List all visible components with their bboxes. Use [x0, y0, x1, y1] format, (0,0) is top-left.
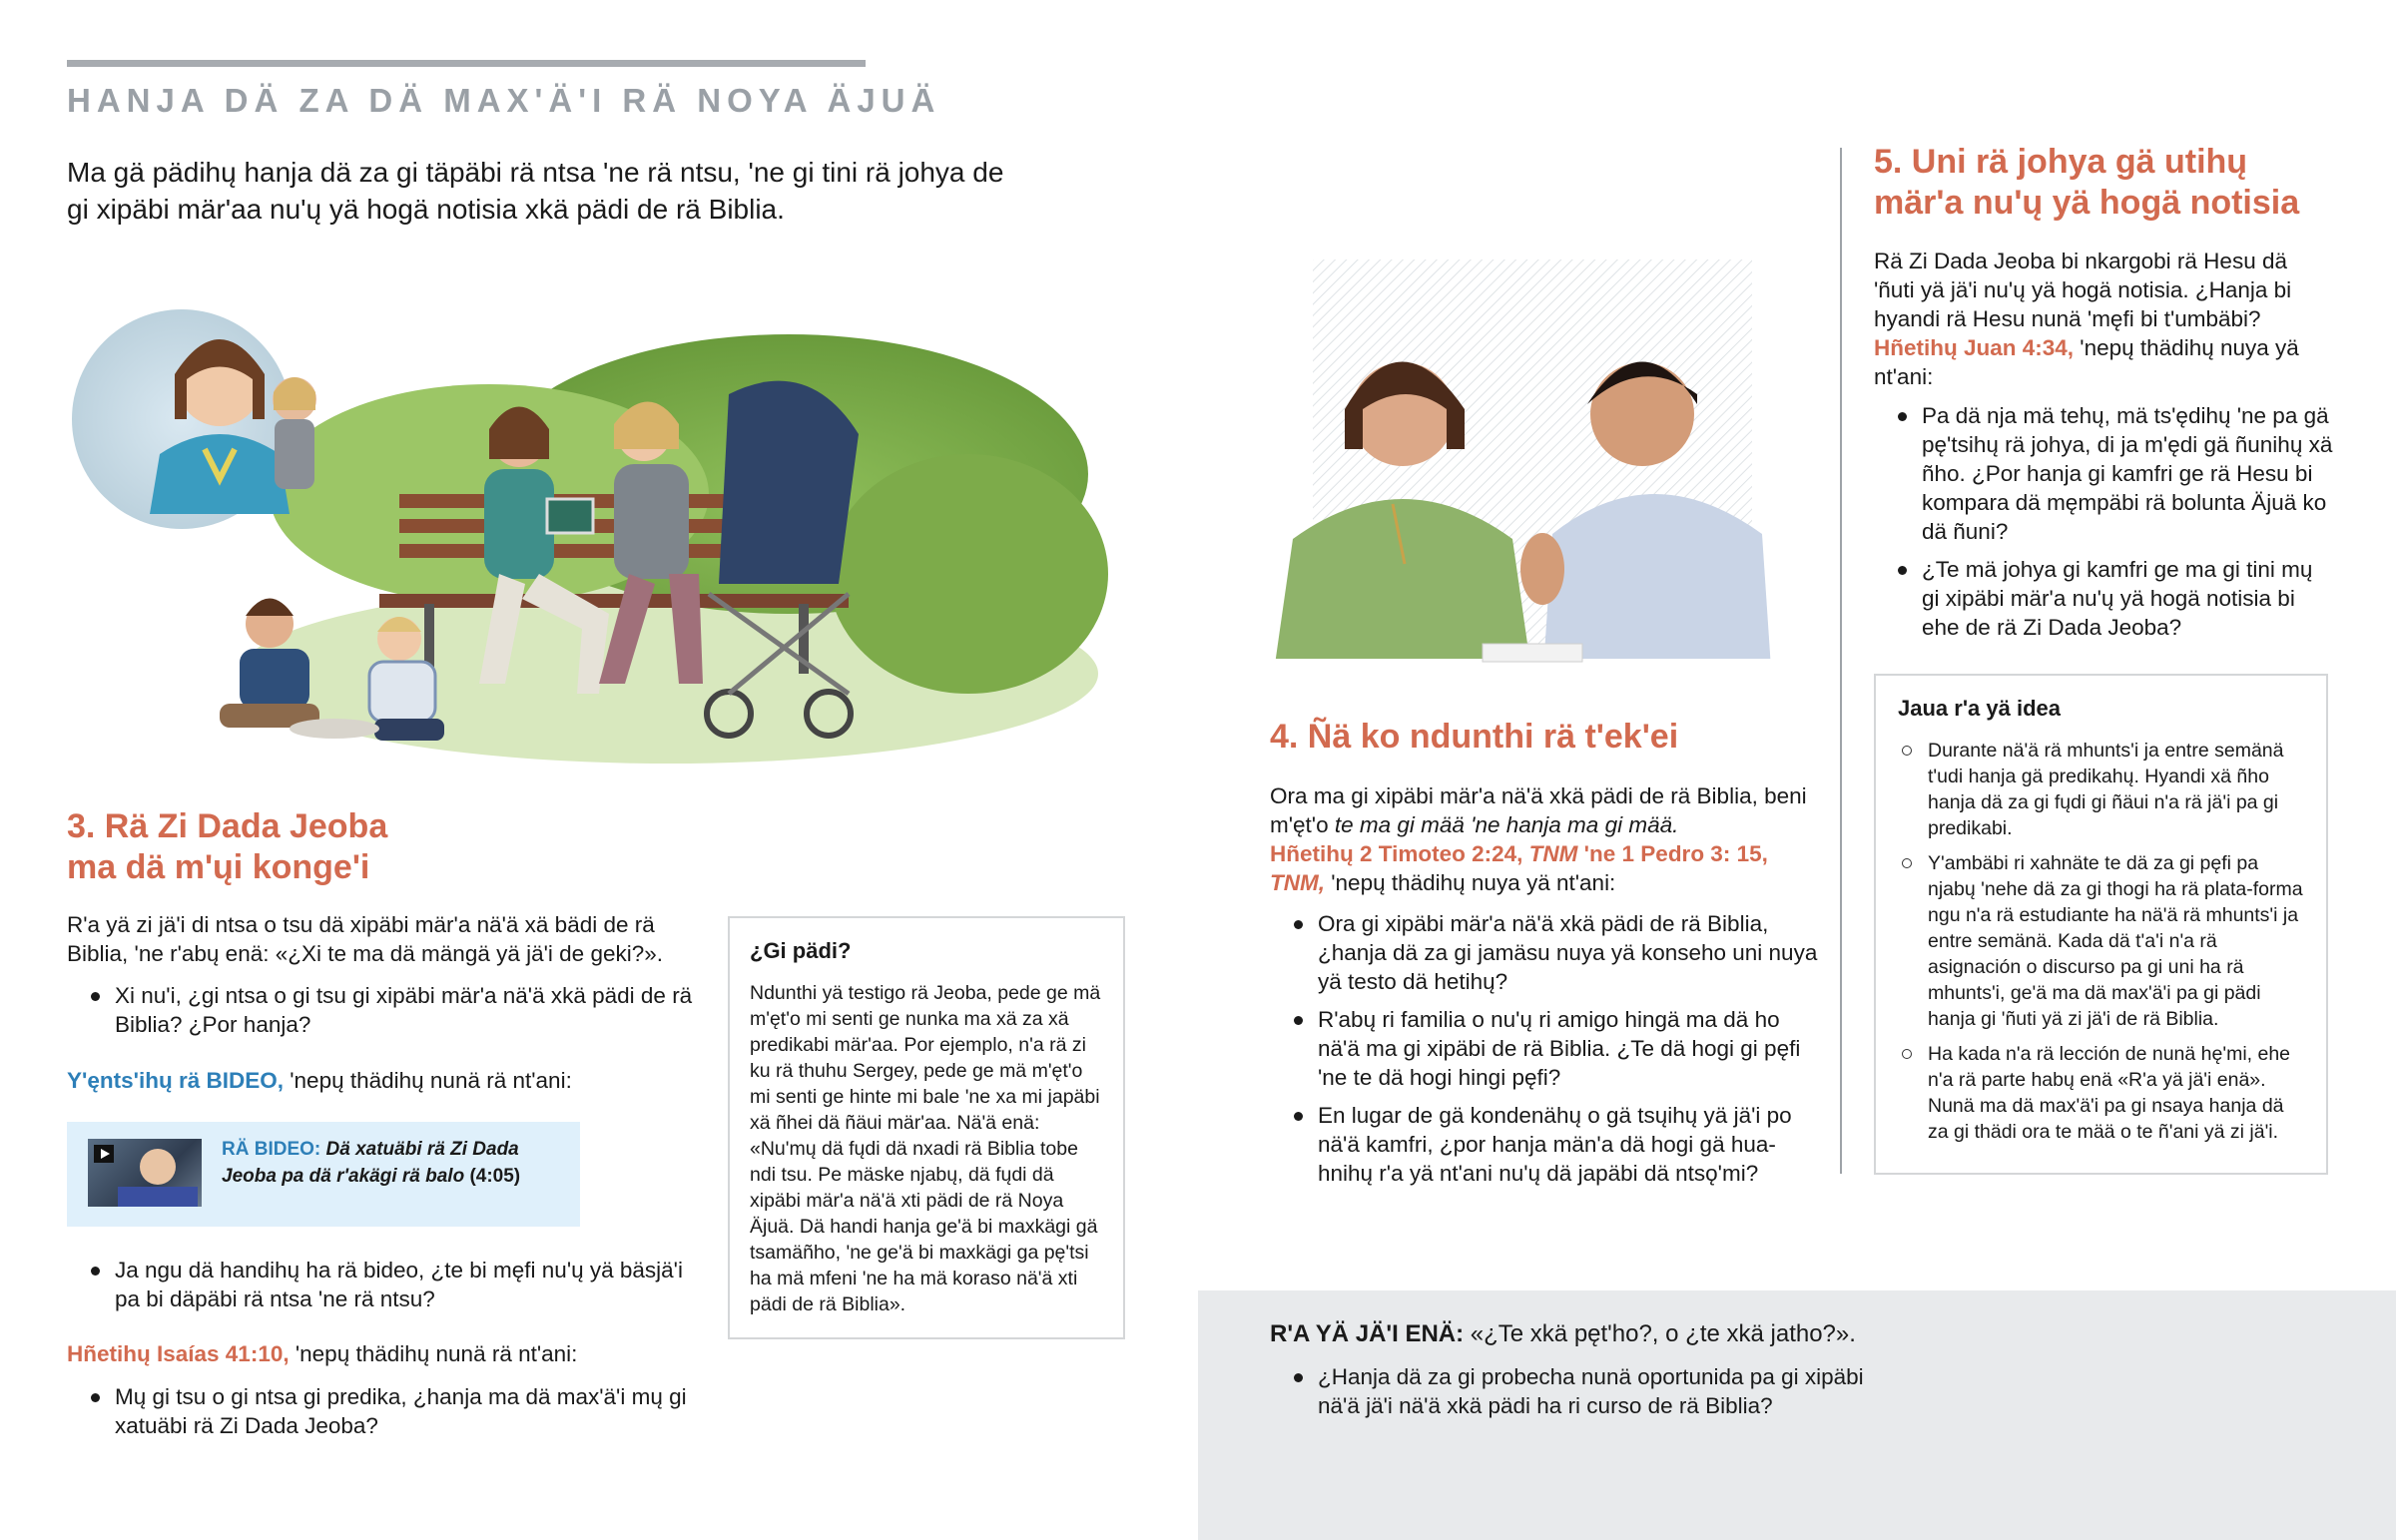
- scripture-link-isaias[interactable]: Hñetihų Isaías 41:10,: [67, 1341, 290, 1366]
- section-3-list-3: [67, 1382, 706, 1440]
- scripture-instruction-rest: 'nepų thädihų nuya yä nt'ani:: [1325, 870, 1616, 895]
- video-caption: [222, 1136, 561, 1190]
- list-item: Durante nä'ä rä mhunts'i ja entre semänä t'udi hanja gä predikahų. Hyandi xä ñho hanja dä za gi fųdi gi ñäui n'a rä jä'i pa gi predikabi.: [1898, 738, 2304, 841]
- video-thumbnail[interactable]: [88, 1139, 202, 1207]
- scripture-link-juan[interactable]: Hñetihų Juan 4:34,: [1874, 335, 2075, 360]
- section-4-heading: 4. Ñä ko ndunthi rä t'ek'ei: [1270, 718, 1679, 756]
- video-duration: (4:05): [469, 1166, 521, 1187]
- list-item: Ora gi xipäbi mär'a nä'ä xkä pädi de rä Biblia, ¿hanja dä za gi jamäsu nuya yä konseho uni nuya yä testo dä hetihų?: [1270, 909, 1819, 996]
- video-title[interactable]: Dä xatuäbi rä Zi Dada Jeoba pa dä r'akägi rä balo: [222, 1139, 519, 1187]
- section-4-list: [1270, 909, 1819, 1188]
- list-item: Ja ngu dä handihų ha rä bideo, ¿te bi męfi nu'ų yä bäsjä'i pa bi däpäbi rä ntsa 'ne rä ntsu?: [67, 1256, 706, 1313]
- list-item: Pa dä nja mä tehų, mä ts'ędihų 'ne pa gä pę'tsihų rä johya, di ja m'ędi gä ñunihų xä ñho. ¿Por hanja gi kamfri ge rä Hesu bi kompara dä męmpäbi rä bolunta Äjuä ko dä ñuni?: [1874, 401, 2333, 546]
- tnm-label-2: TNM,: [1270, 870, 1325, 895]
- page-kicker: HANJA DÄ ZA DÄ MAX'Ä'I RÄ NOYA ÄJUÄ: [67, 82, 941, 119]
- people-say-label: R'A YÄ JÄ'I ENÄ:: [1270, 1320, 1465, 1347]
- list-item: Xi nu'i, ¿gi ntsa o gi tsu gi xipäbi mär'a nä'ä xkä pädi de rä Biblia? ¿Por hanja?: [67, 981, 706, 1039]
- section-5-list: [1874, 401, 2333, 642]
- did-you-know-title: ¿Gi pädi?: [750, 938, 852, 963]
- intro-text: Ma gä pädihų hanja dä za gi täpäbi rä ntsa 'ne rä ntsu, 'ne gi tini rä johya de gi xipäbi mär'aa nu'ų yä hogä notisia xkä pädi de rä Biblia.: [67, 157, 1004, 225]
- list-item: Ha kada n'a rä lección de nunä hę'mi, ehe n'a rä parte habų enä «R'a yä jä'i enä». Nunä ma dä max'ä'i pa gi nsaya hanja dä za gi thädi ora te mää o te ñ'ani yä zi jä'i.: [1898, 1041, 2304, 1145]
- section-3-heading-line2: ma dä m'ųi konge'i: [67, 848, 370, 886]
- section-4-para-italic: te ma gi mää 'ne hanja ma gi mää.: [1334, 812, 1679, 837]
- section-3-list-2: [67, 1256, 706, 1313]
- park-scene-illustration: [70, 274, 1108, 793]
- scripture-link-timoteo[interactable]: Hñetihų 2 Timoteo 2:24,: [1270, 841, 1523, 866]
- conversation-illustration: [1253, 240, 1792, 699]
- section-3-paragraph: R'a yä zi jä'i di ntsa o tsu dä xipäbi mär'a nä'ä xä bädi de rä Biblia, 'ne r'abų enä: «¿Xi te ma dä mängä yä jä'i de geki?».: [67, 912, 663, 966]
- list-item: En lugar de gä kondenähų o gä tsųihų yä jä'i po nä'ä kamfri, ¿por hanja män'a dä hogi gä hua-hnihų r'a yä nt'ani nu'ų dä japäbi dä ntsǫ'mi?: [1270, 1101, 1819, 1188]
- video-card[interactable]: [67, 1122, 580, 1227]
- section-5-heading: [1874, 142, 2299, 224]
- video-label: RÄ BIDEO:: [222, 1139, 321, 1160]
- did-you-know-box: [728, 916, 1125, 1339]
- section-5-paragraph: [1874, 247, 2323, 391]
- scripture-instruction-3: [67, 1339, 706, 1368]
- section-3-heading-line1: 3. Rä Zi Dada Jeoba: [67, 807, 388, 845]
- ideas-box: [1874, 674, 2328, 1175]
- top-rule: [67, 60, 866, 67]
- play-icon[interactable]: [94, 1145, 114, 1163]
- section-5-para-text: Rä Zi Dada Jeoba bi nkargobi rä Hesu dä 'ñuti yä jä'i nu'ų yä hogä notisia. ¿Hanja bi hyandi rä Hesu nunä 'męfi bi t'umbäbi?: [1874, 249, 2292, 331]
- ideas-list: [1898, 738, 2304, 1145]
- scripture-instruction-rest: 'nepų thädihų nunä rä nt'ani:: [289, 1341, 578, 1366]
- scripture-link-pedro[interactable]: 'ne 1 Pedro 3: 15,: [1583, 841, 1768, 866]
- section-5-heading-line2: mär'a nu'ų yä hogä notisia: [1874, 184, 2300, 222]
- list-item: Mų gi tsu o gi ntsa gi predika, ¿hanja ma dä max'ä'i mų gi xatuäbi rä Zi Dada Jeoba?: [67, 1382, 706, 1440]
- people-say-list: [1270, 1362, 1889, 1420]
- list-item: R'abų ri familia o nu'ų ri amigo hingä ma dä ho nä'ä ma gi xipäbi de rä Biblia. ¿Te dä hogi gi pęfi 'ne te dä hogi hingi pęfi?: [1270, 1005, 1819, 1092]
- scripture-instruction-rest: 'nepų thädihų nuya yä nt'ani:: [1874, 335, 2299, 389]
- video-instruction: [67, 1066, 706, 1095]
- section-4-para-text: Ora ma gi xipäbi mär'a nä'ä xkä pädi de rä Biblia, beni m'ęt'o: [1270, 783, 1807, 837]
- section-3-heading: [67, 806, 387, 888]
- section-5-heading-line1: 5. Uni rä johya gä utihų: [1874, 143, 2248, 181]
- list-item: ¿Hanja dä za gi probecha nunä oportunida pa gi xipäbi nä'ä jä'i nä'ä xkä pädi ha ri curso de rä Biblia?: [1270, 1362, 1889, 1420]
- ideas-title: Jaua r'a yä idea: [1898, 696, 2062, 721]
- people-say-quote: «¿Te xkä pęt'ho?, o ¿te xkä jatho?».: [1464, 1320, 1856, 1347]
- list-item: ¿Te mä johya gi kamfri ge ma gi tini mų gi xipäbi mär'a nu'ų yä hogä notisia bi ehe de rä Zi Dada Jeoba?: [1874, 555, 2333, 642]
- people-say-panel: [1198, 1290, 2396, 1540]
- video-instruction-rest: 'nepų thädihų nunä rä nt'ani:: [284, 1068, 572, 1093]
- video-link[interactable]: Y'ęnts'ihų rä BIDEO,: [67, 1068, 284, 1093]
- did-you-know-text: Ndunthi yä testigo rä Jeoba, pede ge mä m'ęt'o mi senti ge nunka ma xä za xä predikabi mär'aa. Por ejemplo, n'a rä zi ku rä thuhu Sergey, pede ge mä m'ęt'o mi senti ge hinte mi bale 'ne xa mi japäbi xä ñhei dä ñäui mär'aa. Nä'ä enä: «Nu'mų dä fųdi dä nxadi rä Biblia tobe ndi tsu. Pe mäske njabų, dä fųdi dä xipäbi mär'a nä'ä xti pädi de rä Noya Äjuä. Dä handi hanja ge'ä bi maxkägi gä tsamäñho, 'ne ge'ä bi maxkägi ga pę'tsi ha mä mfeni 'ne ha mä koraso nä'ä xti pädi de rä Biblia».: [750, 982, 1101, 1315]
- list-item: Y'ambäbi ri xahnäte te dä za gi pęfi pa njabų 'nehe dä za gi thogi ha rä plata-forma ngu n'a rä estudiante ha nä'ä rä mhunts'i ja entre semänä. Kada dä t'a'i n'a rä asignación o discurso pa gi uni ha rä mhunts'i, ge'ä ma dä max'ä'i pa gi pädi hanja gi 'ñuti yä zi jä'i de rä Biblia.: [1898, 850, 2304, 1032]
- people-say-line: [1270, 1318, 1856, 1350]
- section-4-paragraph: [1270, 781, 1809, 897]
- column-divider: [1840, 148, 1842, 1174]
- tnm-label-1: TNM: [1528, 841, 1578, 866]
- section-3-list-1: [67, 981, 706, 1039]
